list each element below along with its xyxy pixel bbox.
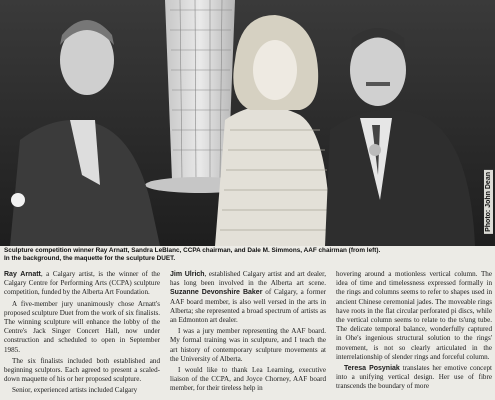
article-column-1 [4, 270, 160, 400]
caption-line-1: Sculpture competition winner Ray Arnatt, Sandra LeBlanc, CCPA chairman, and Dale M. Simmons, AAF chairman (from left). [4, 247, 381, 254]
paragraph: Teresa Posyniak translates her emotive concept into a unifying vertical design. Her use of fibre transcends the boundary of more [336, 364, 492, 391]
paragraph: Ray Arnatt, a Calgary artist, is the winner of the Calgary Centre for Performing Arts (CCPA) sculpture competition, funded by the Alberta Art Foundation. [4, 270, 160, 297]
paragraph: Senior, experienced artists included Calgary [12, 386, 138, 395]
article-column-2 [170, 270, 326, 400]
article-body [4, 270, 492, 400]
photo-credit: Photo: John Dean [485, 172, 492, 232]
paragraph: The six finalists included both established and beginning sculptors. Each agreed to present a scaled-down maquette of his or her proposed sculpture. [4, 356, 160, 384]
paragraph: Jim Ulrich, established Calgary artist and art dealer, has long been involved in the Alberta art scene. Suzanne Devonshire Baker of Calgary, a former AAF board member, is also well versed in the arts in Alberta; she represented a broad spectrum of artists as an Edmonton art dealer. [170, 270, 326, 325]
article-column-3 [336, 270, 492, 400]
paragraph: I would like to thank Lea Learning, executive liaison of the CCPA, and Joyce Chorney, AAF board member, for their tireless help in [170, 366, 326, 393]
paragraph: A five-member jury unanimously chose Arnatt's proposed sculpture Duet from the work of six finalists. The winning sculpture will enhance the lobby of the Centre's Jack Singer Concert Hall, now under construction and scheduled to open in September 1985. [4, 299, 160, 354]
caption-line-2: In the background, the maquette for the sculpture DUET. [4, 255, 176, 263]
photo-caption [4, 247, 482, 263]
paragraph: I was a jury member representing the AAF board. My formal training was in sculpture, and I teach the art history of contemporary sculpture movements at the University of Alberta. [170, 327, 326, 363]
paragraph: hovering around a motionless vertical column. The idea of time and timelessness expressed formally in the rings and columns seems to refer to shapes used in ancient Chinese ceremonial jades. The moveable rings have roots in the flat circular perforated pi discs, while the vertical column seems to relate to the ts'ung tube. The delicate temporal balance, wonderfully captured in Ohe's ingenious structural solution to the rings' movement, is not so clearly articulated in the interrelationship of slender rings and forceful column. [336, 270, 492, 361]
